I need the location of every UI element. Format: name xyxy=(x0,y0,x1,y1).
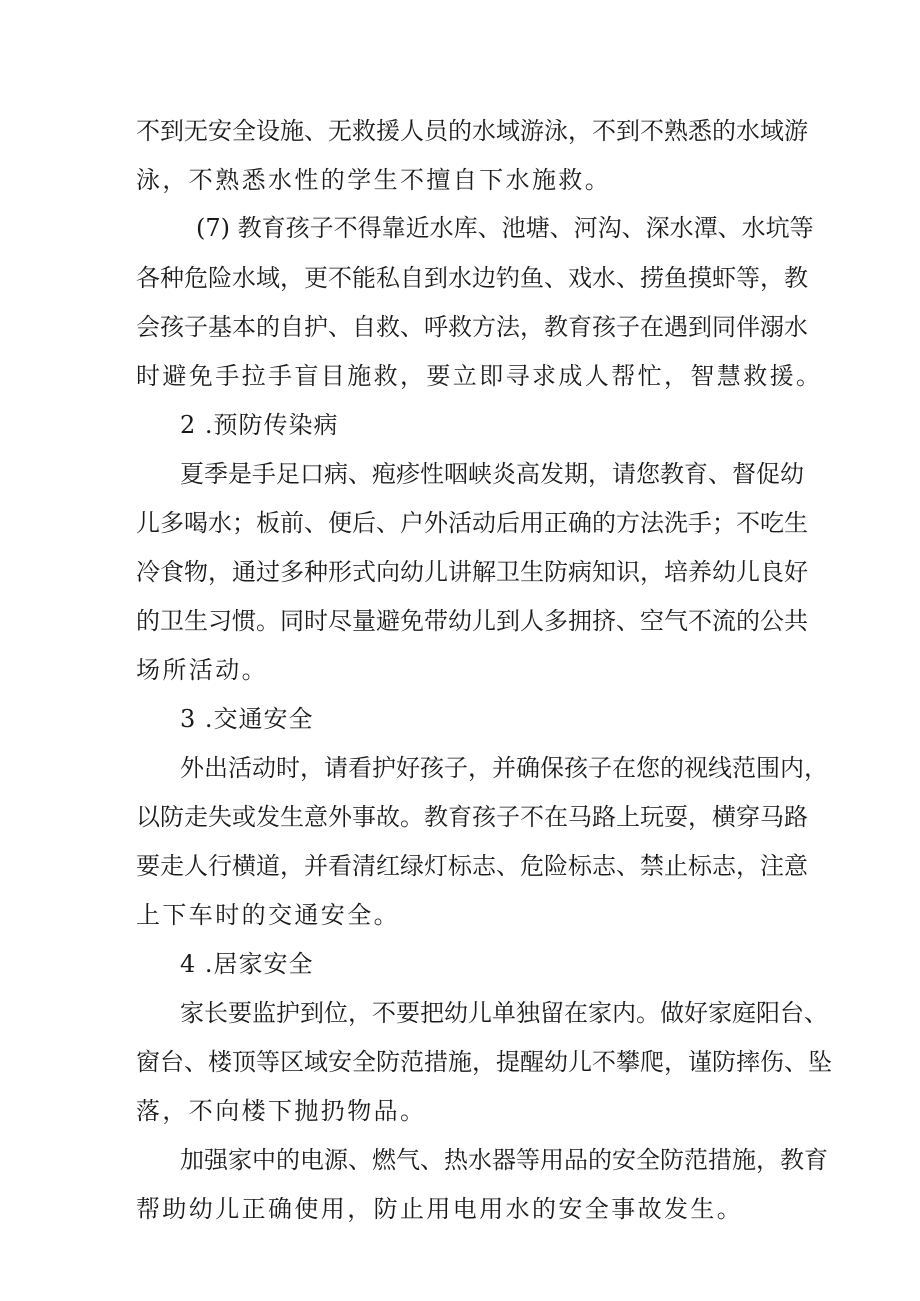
text-line: 夏季是手足口病、疱疹性咽峡炎高发期，请您教育、督促幼 xyxy=(180,460,804,488)
text-line: 帮助幼儿正确使用，防止用电用水的安全事故发生。 xyxy=(136,1195,744,1223)
text-line: 会孩子基本的自护、自救、呼救方法，教育孩子在遇到同伴溺水 xyxy=(136,313,808,341)
text-line: 要走人行横道，并看清红绿灯标志、危险标志、禁止标志，注意 xyxy=(136,852,808,880)
text-line: 家长要监护到位，不要把幼儿单独留在家内。做好家庭阳台、 xyxy=(180,999,828,1027)
text-line: 各种危险水域，更不能私自到水边钓鱼、戏水、捞鱼摸虾等，教 xyxy=(136,264,808,292)
text-line: 不到无安全设施、无救援人员的水域游泳，不到不熟悉的水域游 xyxy=(136,117,808,145)
text-line: 窗台、楼顶等区域安全防范措施，提醒幼儿不攀爬，谨防摔伤、坠 xyxy=(136,1048,832,1076)
text-line: 泳，不熟悉水性的学生不擅自下水施救。 xyxy=(136,166,612,194)
text-line: 上下车时的交通安全。 xyxy=(136,901,400,929)
text-line: 加强家中的电源、燃气、热水器等用品的安全防范措施，教育 xyxy=(180,1146,828,1174)
text-line: 冷食物，通过多种形式向幼儿讲解卫生防病知识，培养幼儿良好 xyxy=(136,558,808,586)
text-line: (7) 教育孩子不得靠近水库、池塘、河沟、深水潭、水坑等 xyxy=(196,214,814,242)
text-line: 落，不向楼下抛扔物品。 xyxy=(136,1097,427,1125)
section-heading: 3 .交通安全 xyxy=(180,705,314,733)
text-line: 以防走失或发生意外事故。教育孩子不在马路上玩耍，横穿马路 xyxy=(136,803,808,831)
text-line: 场所活动。 xyxy=(136,656,268,684)
section-heading: 4 .居家安全 xyxy=(180,950,314,978)
text-line: 的卫生习惯。同时尽量避免带幼儿到人多拥挤、空气不流的公共 xyxy=(136,607,808,635)
section-heading: 2 .预防传染病 xyxy=(180,411,339,439)
text-line: 时避免手拉手盲目施救，要立即寻求成人帮忙，智慧救援。 xyxy=(136,362,823,390)
text-line: 外出活动时，请看护好孩子，并确保孩子在您的视线范围内， xyxy=(180,754,828,782)
text-line: 儿多喝水；板前、便后、户外活动后用正确的方法洗手；不吃生 xyxy=(136,509,808,537)
